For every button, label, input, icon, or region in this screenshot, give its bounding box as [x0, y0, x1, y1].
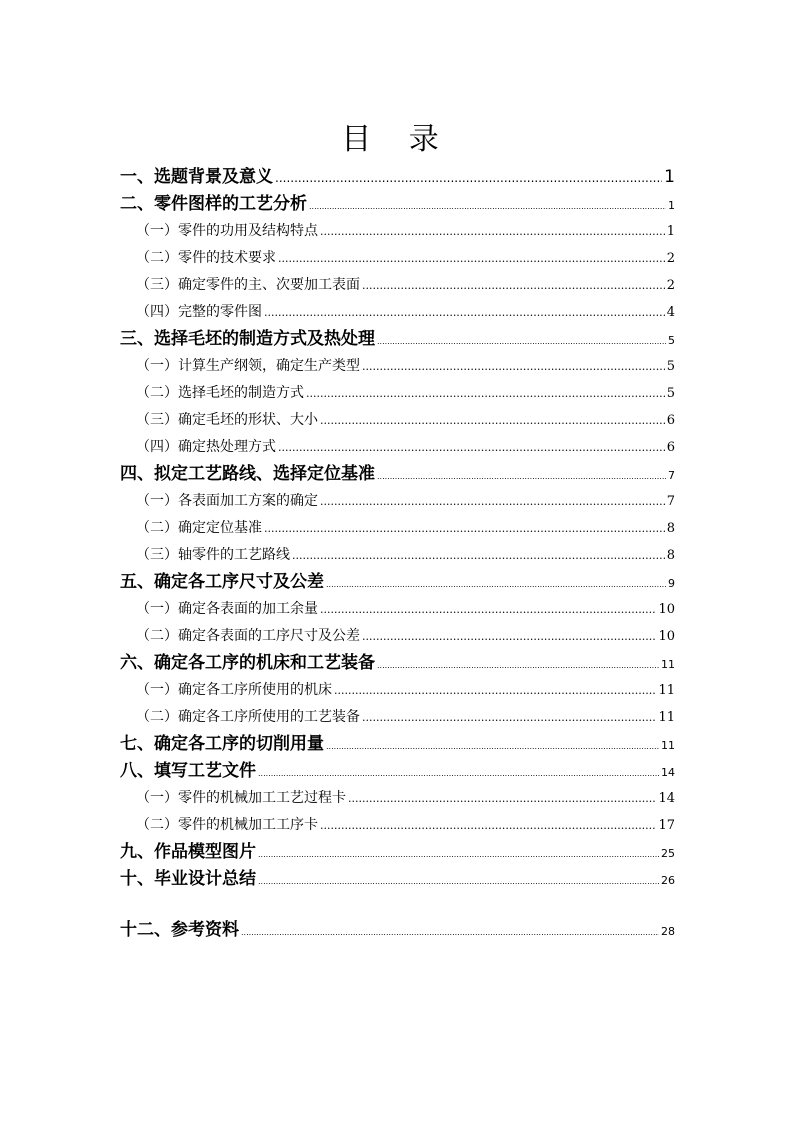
- toc-label: 十、毕业设计总结: [120, 869, 256, 889]
- toc-entry[interactable]: [120, 866, 675, 893]
- leader-dots: [278, 434, 665, 461]
- leader-dots: [264, 515, 665, 542]
- leader-dots: [258, 841, 659, 868]
- toc-page-number: 10: [658, 629, 675, 644]
- toc-label: （二）选择毛坯的制造方式: [136, 385, 304, 401]
- toc-label: （二）零件的机械加工工序卡: [136, 817, 318, 833]
- toc-label: （一）零件的机械加工工艺过程卡: [136, 790, 346, 806]
- toc-subentry[interactable]: [120, 407, 675, 434]
- leader-dots: [362, 704, 656, 731]
- toc-label: 六、确定各工序的机床和工艺装备: [120, 653, 375, 673]
- toc-page-number: 28: [661, 925, 675, 938]
- toc-page-number: 2: [666, 251, 675, 266]
- toc-page-number: 1: [664, 167, 675, 187]
- leader-dots: [334, 677, 656, 704]
- toc-subentry[interactable]: [120, 353, 675, 380]
- toc-entry[interactable]: [120, 917, 675, 944]
- toc-label: （二）确定各表面的工序尺寸及公差: [136, 628, 360, 644]
- toc-label: 九、作品模型图片: [120, 842, 256, 862]
- toc-subentry[interactable]: [120, 704, 675, 731]
- leader-dots: [377, 652, 659, 679]
- toc-subentry[interactable]: [120, 542, 675, 569]
- toc-page-number: 7: [668, 469, 675, 482]
- leader-dots: [320, 488, 665, 515]
- toc-page-number: 5: [666, 359, 675, 374]
- toc-page-number: 1: [666, 224, 675, 239]
- toc-subentry[interactable]: [120, 515, 675, 542]
- toc-label: （二）确定各工序所使用的工艺装备: [136, 709, 360, 725]
- toc-page-number: 11: [658, 683, 675, 698]
- leader-dots: [264, 299, 665, 326]
- leader-dots: [241, 919, 659, 946]
- toc-page-number: 2: [666, 278, 675, 293]
- toc-label: （一）零件的功用及结构特点: [136, 223, 318, 239]
- leader-dots: [326, 571, 666, 598]
- toc-subentry[interactable]: [120, 434, 675, 461]
- toc-label: （四）完整的零件图: [136, 304, 262, 320]
- toc-entry[interactable]: [120, 326, 675, 353]
- toc-label: （三）轴零件的工艺路线: [136, 547, 290, 563]
- toc-entry[interactable]: [120, 461, 675, 488]
- toc-label: 二、零件图样的工艺分析: [120, 194, 307, 214]
- toc-page-number: 25: [661, 847, 675, 860]
- toc-label: 三、选择毛坯的制造方式及热处理: [120, 329, 375, 349]
- toc-label: （一）确定各工序所使用的机床: [136, 682, 332, 698]
- toc-subentry[interactable]: [120, 380, 675, 407]
- toc-subentry[interactable]: [120, 218, 675, 245]
- toc-subentry[interactable]: [120, 812, 675, 839]
- toc-entry[interactable]: [120, 758, 675, 785]
- toc-page-number: 7: [666, 494, 675, 509]
- spacer: [120, 893, 675, 917]
- leader-dots: [306, 380, 665, 407]
- table-of-contents: [120, 164, 675, 944]
- toc-page-number: 10: [658, 602, 675, 617]
- leader-dots: [309, 193, 666, 220]
- leader-dots: [275, 165, 662, 192]
- toc-page-number: 5: [668, 334, 675, 347]
- toc-label: （二）确定定位基准: [136, 520, 262, 536]
- leader-dots: [377, 328, 666, 355]
- toc-subentry[interactable]: [120, 299, 675, 326]
- leader-dots: [326, 733, 659, 760]
- leader-dots: [348, 785, 656, 812]
- toc-page-number: 17: [658, 818, 675, 833]
- toc-label: 一、选题背景及意义: [120, 167, 273, 187]
- leader-dots: [320, 812, 656, 839]
- toc-page-number: 4: [666, 305, 675, 320]
- toc-page-number: 1: [668, 199, 675, 212]
- toc-label: （三）确定零件的主、次要加工表面: [136, 277, 360, 293]
- toc-entry[interactable]: [120, 731, 675, 758]
- toc-page-number: 11: [661, 739, 675, 752]
- leader-dots: [362, 272, 665, 299]
- toc-entry[interactable]: [120, 569, 675, 596]
- toc-label: （二）零件的技术要求: [136, 250, 276, 266]
- toc-label: 五、确定各工序尺寸及公差: [120, 572, 324, 592]
- toc-label: 七、确定各工序的切削用量: [120, 734, 324, 754]
- toc-page-number: 14: [658, 791, 675, 806]
- toc-page-number: 8: [666, 548, 675, 563]
- leader-dots: [362, 353, 665, 380]
- toc-label: （一）计算生产纲领，确定生产类型: [136, 358, 360, 374]
- toc-page-number: 14: [661, 766, 675, 779]
- leader-dots: [362, 623, 656, 650]
- toc-entry[interactable]: [120, 164, 675, 191]
- toc-subentry[interactable]: [120, 677, 675, 704]
- toc-subentry[interactable]: [120, 488, 675, 515]
- toc-page-number: 6: [666, 413, 675, 428]
- leader-dots: [292, 542, 665, 569]
- toc-label: 八、填写工艺文件: [120, 761, 256, 781]
- toc-entry[interactable]: [120, 839, 675, 866]
- toc-label: （三）确定毛坯的形状、大小: [136, 412, 318, 428]
- leader-dots: [278, 245, 665, 272]
- toc-page-number: 5: [666, 386, 675, 401]
- page-title: 目 录: [341, 122, 453, 157]
- toc-label: （一）各表面加工方案的确定: [136, 493, 318, 509]
- toc-subentry[interactable]: [120, 596, 675, 623]
- toc-label: （一）确定各表面的加工余量: [136, 601, 318, 617]
- toc-label: 十二、参考资料: [120, 920, 239, 940]
- toc-label: （四）确定热处理方式: [136, 439, 276, 455]
- toc-label: 四、拟定工艺路线、选择定位基准: [120, 464, 375, 484]
- toc-entry[interactable]: [120, 650, 675, 677]
- leader-dots: [258, 760, 659, 787]
- leader-dots: [320, 218, 665, 245]
- toc-subentry[interactable]: [120, 272, 675, 299]
- leader-dots: [320, 596, 656, 623]
- leader-dots: [320, 407, 665, 434]
- toc-page-number: 8: [666, 521, 675, 536]
- toc-subentry[interactable]: [120, 785, 675, 812]
- toc-page-number: 11: [661, 658, 675, 671]
- leader-dots: [377, 463, 666, 490]
- toc-page-number: 11: [658, 710, 675, 725]
- toc-entry[interactable]: [120, 191, 675, 218]
- toc-page-number: 6: [666, 440, 675, 455]
- toc-subentry[interactable]: [120, 245, 675, 272]
- toc-subentry[interactable]: [120, 623, 675, 650]
- toc-page-number: 9: [668, 577, 675, 590]
- toc-page-number: 26: [661, 874, 675, 887]
- leader-dots: [258, 868, 659, 895]
